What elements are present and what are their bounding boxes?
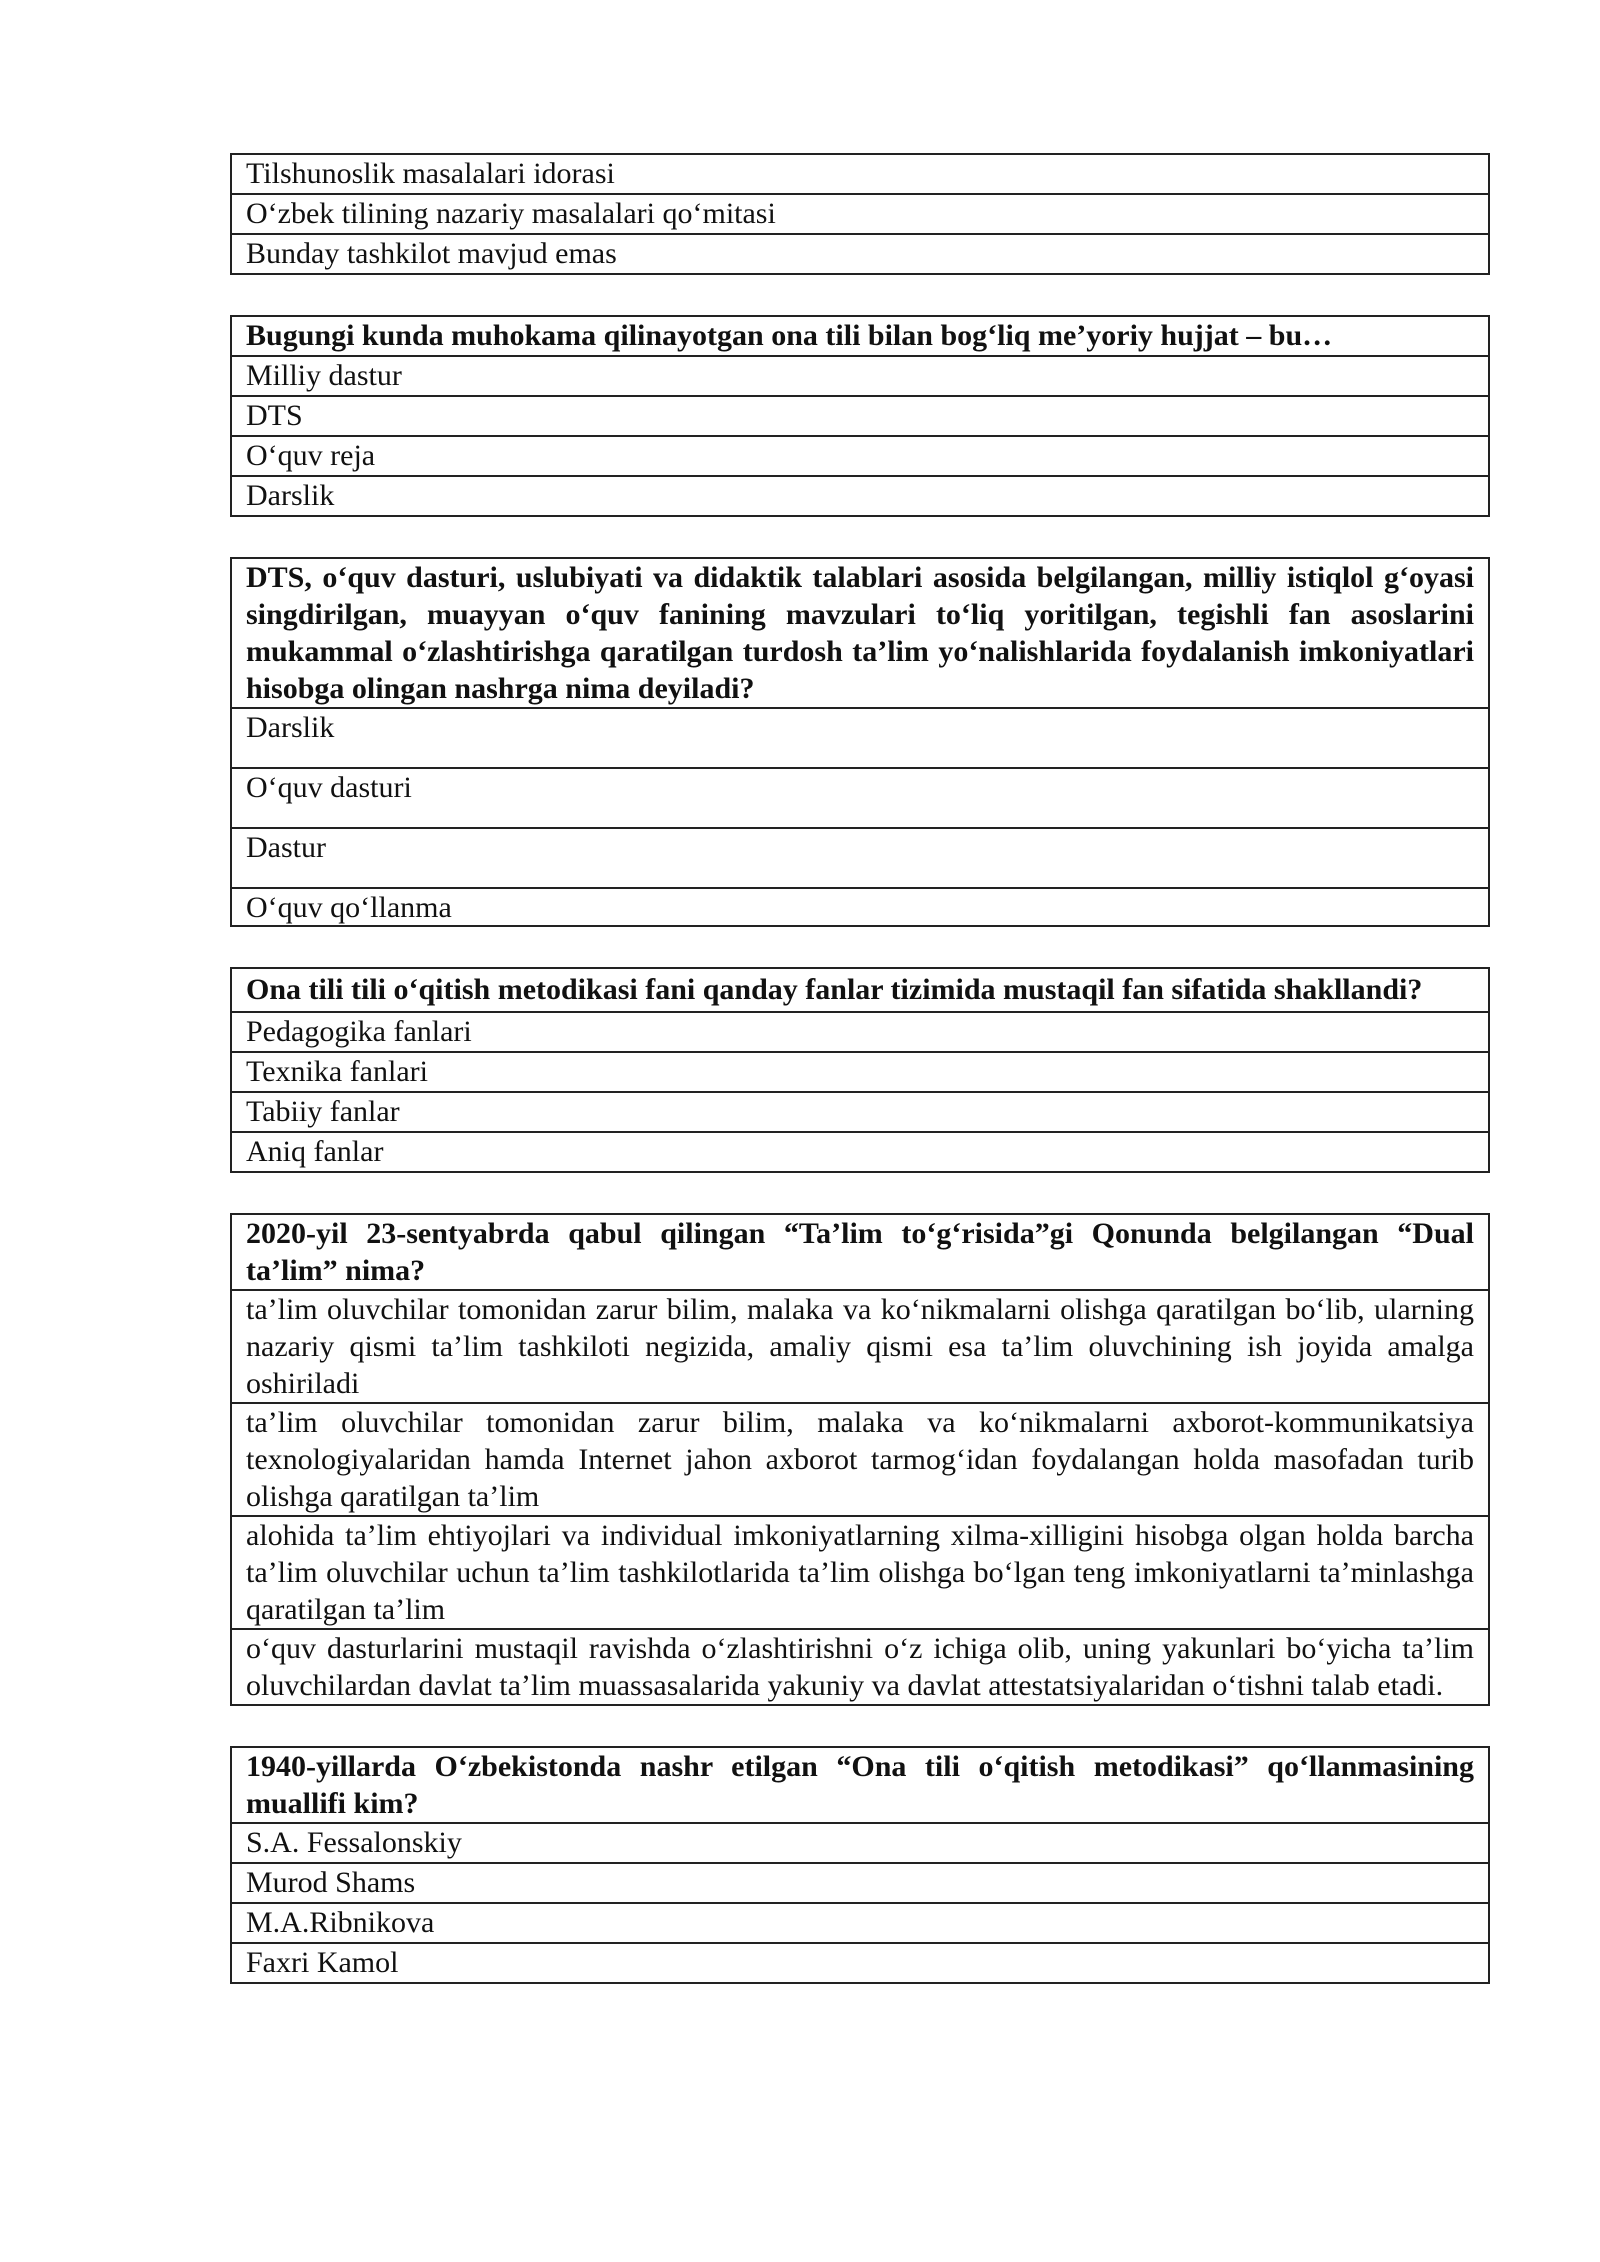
question-block-3 xyxy=(230,557,1490,927)
answer-option: Murod Shams xyxy=(232,1862,1488,1902)
answer-option: Milliy dastur xyxy=(232,355,1488,395)
answer-option: ta’lim oluvchilar tomonidan zarur bilim, malaka va ko‘nikmalarni olishga qaratilgan bo‘lib, ularning nazariy qismi ta’lim tashkiloti negizida, amaliy qismi esa ta’lim oluvchining ish joyida amalga oshiriladi xyxy=(232,1289,1488,1402)
answer-option: O‘quv qo‘llanma xyxy=(232,887,1488,925)
answer-option: Faxri Kamol xyxy=(232,1942,1488,1982)
answer-option: M.A.Ribnikova xyxy=(232,1902,1488,1942)
question-block-1 xyxy=(230,153,1490,275)
question-text: 1940-yillarda O‘zbekistonda nashr etilgan “Ona tili o‘qitish metodikasi” qo‘llanmasining muallifi kim? xyxy=(246,1750,1474,1820)
answer-option: Bunday tashkilot mavjud emas xyxy=(232,233,1488,273)
answer-option: S.A. Fessalonskiy xyxy=(232,1822,1488,1862)
document-page xyxy=(230,153,1490,1984)
question-block-4 xyxy=(230,967,1490,1173)
question-text: 2020-yil 23-sentyabrda qabul qilingan “Ta’lim to‘g‘risida”gi Qonunda belgilangan “Dual ta’lim” nima? xyxy=(246,1217,1474,1287)
answer-option: DTS xyxy=(232,395,1488,435)
answer-option: Darslik xyxy=(232,475,1488,515)
answer-option: o‘quv dasturlarini mustaqil ravishda o‘zlashtirishni o‘z ichiga olib, uning yakunlari bo‘yicha ta’lim oluvchilardan davlat ta’lim muassasalarida yakuniy va davlat attestatsiyalaridan o‘tishni talab etadi. xyxy=(232,1628,1488,1704)
question-block-2 xyxy=(230,315,1490,517)
question-text: DTS, o‘quv dasturi, uslubiyati va didaktik talablari asosida belgilangan, milliy istiqlol g‘oyasi singdirilgan, muayyan o‘quv fanining mavzulari to‘liq yoritilgan, tegishli fan asoslarini mukammal o‘zlashtirishga qaratilgan turdosh ta’lim yo‘nalishlarida foydalanish imkoniyatlari hisobga olingan nashrga nima deyiladi? xyxy=(246,561,1474,705)
answer-option: O‘quv dasturi xyxy=(232,767,1488,827)
answer-option: Tabiiy fanlar xyxy=(232,1091,1488,1131)
answer-option: Darslik xyxy=(232,707,1488,767)
answer-option: Texnika fanlari xyxy=(232,1051,1488,1091)
answer-option: Tilshunoslik masalalari idorasi xyxy=(246,157,615,190)
question-text: Bugungi kunda muhokama qilinayotgan ona tili bilan bog‘liq me’yoriy hujjat – bu… xyxy=(246,319,1333,352)
question-block-6 xyxy=(230,1746,1490,1984)
answer-option: Dastur xyxy=(232,827,1488,887)
answer-option: alohida ta’lim ehtiyojlari va individual imkoniyatlarning xilma-xilligini hisobga olgan holda barcha ta’lim oluvchilar uchun ta’lim tashkilotlarida ta’lim olishga bo‘lgan teng imkoniyatlarni ta’minlashga qaratilgan ta’lim xyxy=(232,1515,1488,1628)
answer-option: Pedagogika fanlari xyxy=(232,1011,1488,1051)
answer-option: ta’lim oluvchilar tomonidan zarur bilim, malaka va ko‘nikmalarni axborot-kommunikatsiya texnologiyalaridan hamda Internet jahon axborot tarmog‘idan foydalangan holda masofadan turib olishga qaratilgan ta’lim xyxy=(232,1402,1488,1515)
question-text: Ona tili tili o‘qitish metodikasi fani qanday fanlar tizimida mustaqil fan sifatida shakllandi? xyxy=(246,973,1423,1006)
answer-option: O‘quv reja xyxy=(232,435,1488,475)
question-block-5 xyxy=(230,1213,1490,1706)
answer-option: O‘zbek tilining nazariy masalalari qo‘mitasi xyxy=(232,193,1488,233)
answer-option: Aniq fanlar xyxy=(232,1131,1488,1171)
